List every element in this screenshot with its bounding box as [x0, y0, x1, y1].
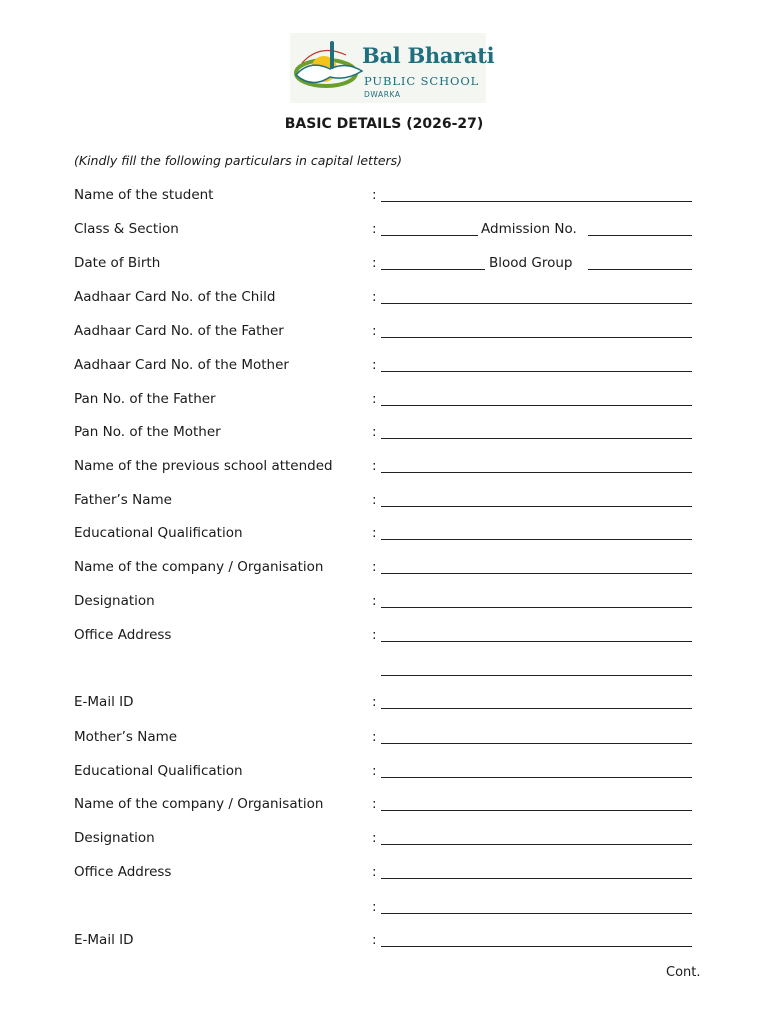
- fill-in-line[interactable]: [381, 573, 692, 574]
- fill-in-line[interactable]: [381, 371, 692, 372]
- form-row: [0, 694, 768, 714]
- field-colon: :: [372, 864, 377, 880]
- field-label: Date of Birth: [74, 255, 161, 271]
- school-emblem-icon: [290, 33, 370, 103]
- fill-in-line[interactable]: [381, 641, 692, 642]
- school-name-secondary: PUBLIC SCHOOL: [364, 74, 480, 88]
- fill-in-line[interactable]: [381, 913, 692, 914]
- fill-in-line[interactable]: [381, 438, 692, 439]
- field-label: Aadhaar Card No. of the Child: [74, 289, 276, 305]
- fill-in-line[interactable]: [381, 201, 692, 202]
- fill-in-line[interactable]: [381, 269, 485, 270]
- fill-in-line[interactable]: [588, 269, 692, 270]
- fill-in-line[interactable]: [588, 235, 692, 236]
- form-row: [0, 458, 768, 478]
- form-row: [0, 221, 768, 241]
- fill-in-line[interactable]: [381, 878, 692, 879]
- fill-in-line[interactable]: [381, 946, 692, 947]
- fill-in-line[interactable]: [381, 708, 692, 709]
- field-label: Educational Qualification: [74, 525, 243, 541]
- field-colon: :: [372, 187, 377, 203]
- fill-in-line[interactable]: [381, 810, 692, 811]
- form-row: [0, 864, 768, 884]
- form-row: [0, 932, 768, 952]
- field-label: Aadhaar Card No. of the Mother: [74, 357, 289, 373]
- field-colon: :: [372, 323, 377, 339]
- field-label: Aadhaar Card No. of the Father: [74, 323, 284, 339]
- form-row: [0, 289, 768, 309]
- field-colon: :: [372, 424, 377, 440]
- field-colon: :: [372, 796, 377, 812]
- fill-in-line[interactable]: [381, 844, 692, 845]
- field-colon: :: [372, 830, 377, 846]
- fill-in-line[interactable]: [381, 405, 692, 406]
- school-logo: [290, 33, 495, 103]
- field-label: Class & Section: [74, 221, 179, 237]
- form-row: [0, 391, 768, 411]
- field-colon: :: [372, 593, 377, 609]
- field-label: Name of the company / Organisation: [74, 796, 324, 812]
- fill-in-line[interactable]: [381, 777, 692, 778]
- form-row: [0, 187, 768, 207]
- fill-in-line[interactable]: [381, 337, 692, 338]
- field-label: Designation: [74, 830, 155, 846]
- form-row: [0, 424, 768, 444]
- field-label: Mother’s Name: [74, 729, 178, 745]
- fill-in-line[interactable]: [381, 235, 478, 236]
- page-title: BASIC DETAILS (2026-27): [284, 116, 484, 132]
- form-row: [0, 763, 768, 783]
- field-label: Designation: [74, 593, 155, 609]
- field-colon: :: [372, 255, 377, 271]
- field-label: Name of the previous school attended: [74, 458, 333, 474]
- field-label: Name of the student: [74, 187, 214, 203]
- form-row: [0, 899, 768, 919]
- continued-note: Cont.: [666, 965, 701, 980]
- field-colon: :: [372, 899, 377, 915]
- form-row: [0, 255, 768, 275]
- field-colon: :: [372, 289, 377, 305]
- field-colon: :: [372, 932, 377, 948]
- field-colon: :: [372, 694, 377, 710]
- field-colon: :: [372, 729, 377, 745]
- field-label: E-Mail ID: [74, 932, 134, 948]
- field-colon: :: [372, 559, 377, 575]
- fill-in-line[interactable]: [381, 472, 692, 473]
- form-row: [0, 796, 768, 816]
- form-row: [0, 525, 768, 545]
- form-row: [0, 559, 768, 579]
- form-row: [0, 357, 768, 377]
- field-label: E-Mail ID: [74, 694, 134, 710]
- field-colon: :: [372, 391, 377, 407]
- field-label: Pan No. of the Mother: [74, 424, 221, 440]
- field-colon: :: [372, 492, 377, 508]
- field-label: Name of the company / Organisation: [74, 559, 324, 575]
- school-branch: DWARKA: [364, 90, 401, 99]
- form-row: [0, 593, 768, 613]
- form-row: [0, 627, 768, 647]
- fill-in-line[interactable]: [381, 539, 692, 540]
- school-name-primary: Bal Bharati: [362, 43, 495, 68]
- field-label: Office Address: [74, 864, 172, 880]
- field-label: Office Address: [74, 627, 172, 643]
- field-label: Father’s Name: [74, 492, 172, 508]
- form-row: [0, 492, 768, 512]
- field-label: Educational Qualification: [74, 763, 243, 779]
- field-colon: :: [372, 458, 377, 474]
- form-row: [0, 729, 768, 749]
- fill-instruction: (Kindly fill the following particulars in capital letters): [74, 153, 403, 168]
- inline-field-label: Admission No.: [481, 221, 577, 237]
- fill-in-line[interactable]: [381, 303, 692, 304]
- form-row: [0, 830, 768, 850]
- field-colon: :: [372, 221, 377, 237]
- field-colon: :: [372, 525, 377, 541]
- fill-in-line[interactable]: [381, 607, 692, 608]
- inline-field-label: Blood Group: [489, 255, 573, 271]
- fill-in-line[interactable]: [381, 506, 692, 507]
- fill-in-line[interactable]: [381, 743, 692, 744]
- form-row: [0, 323, 768, 343]
- field-colon: :: [372, 357, 377, 373]
- form-row: [0, 661, 768, 681]
- field-label: Pan No. of the Father: [74, 391, 216, 407]
- field-colon: :: [372, 627, 377, 643]
- fill-in-line[interactable]: [381, 675, 692, 676]
- field-colon: :: [372, 763, 377, 779]
